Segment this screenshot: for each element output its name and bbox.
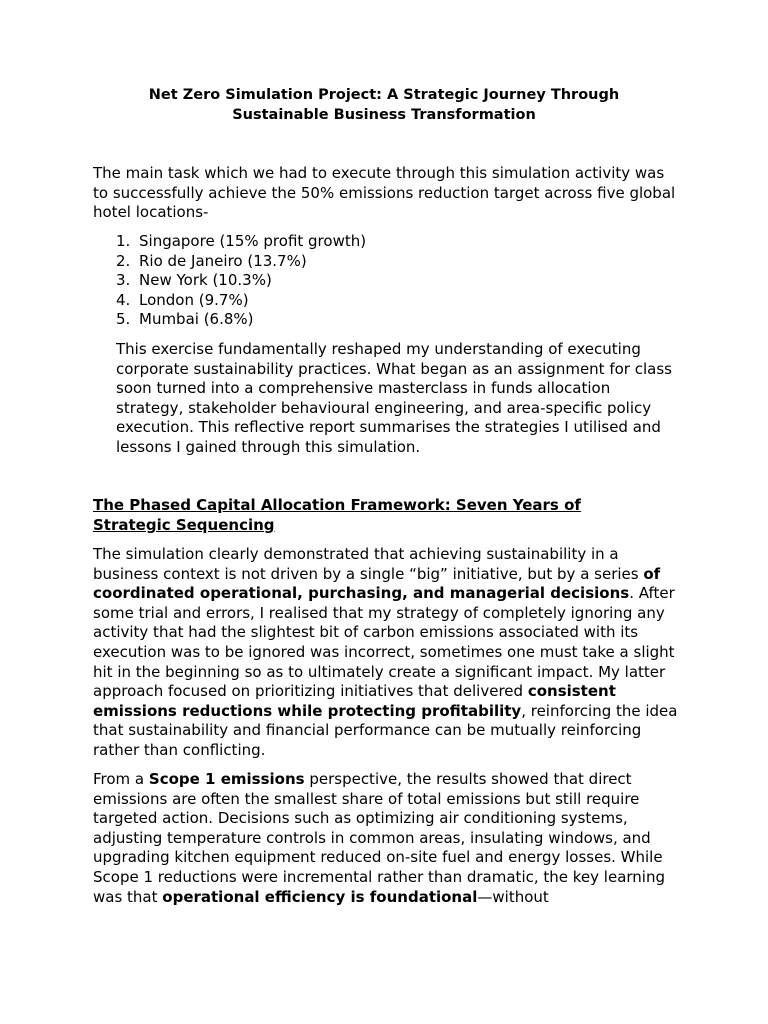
section-heading-line-2: Strategic Sequencing [93, 516, 275, 534]
scope-text-3: —without [477, 887, 549, 906]
scope-paragraph [93, 770, 683, 907]
list-item-text: Rio de Janeiro (13.7%) [139, 251, 307, 270]
list-item [116, 252, 366, 272]
list-item [116, 232, 366, 252]
title-line-1: Net Zero Simulation Project: A Strategic Journey Through [148, 87, 620, 103]
list-item [116, 291, 366, 311]
list-item-text: London (9.7%) [139, 290, 249, 309]
scope-text-2: perspective, the results showed that direct emissions are often the smallest share of total emissions but still require targeted action. Decisions such as optimizing air conditioning systems, adjusting temperature controls in common areas, insulating windows, and upgrading kitchen equipment reduced on-site fuel and energy losses. While Scope 1 reductions were incremental rather than dramatic, the key learning was that [93, 770, 665, 906]
simulation-paragraph [93, 545, 683, 761]
list-item [116, 271, 366, 291]
list-item-number: 2. [116, 251, 131, 270]
list-item-number: 4. [116, 290, 131, 309]
list-item-number: 5. [116, 310, 131, 329]
scope-text-1: From a [93, 770, 149, 788]
section-heading [93, 495, 653, 535]
document-title [93, 86, 675, 125]
title-line-2: Sustainable Business Transformation [232, 106, 536, 123]
simulation-bold-2: consistent emissions reductions while protecting profitability [93, 682, 616, 720]
simulation-text-2: . After some trial and errors, I realised that my strategy of completely ignoring any activity that had the slightest bit of carbon emissions associated with its execution was to be ignored was incorrect, sometimes one must take a slight hit in the beginning so as to ultimately create a significant impact. My latter approach focused on prioritizing initiatives that delivered [93, 584, 675, 701]
scope-bold-2: operational efficiency is foundational [162, 887, 478, 906]
simulation-text-3: , reinforcing the idea that sustainability and financial performance can be mutually reinforcing rather than conflicting. [93, 701, 678, 759]
list-item-text: New York (10.3%) [139, 271, 272, 290]
scope-bold-1: Scope 1 emissions [148, 770, 305, 788]
simulation-text-1: The simulation clearly demonstrated that achieving sustainability in a business context is not driven by a single “big” initiative, but by a series [93, 545, 644, 583]
locations-list [116, 232, 366, 330]
list-item [116, 310, 366, 330]
list-item-text: Singapore (15% profit growth) [139, 232, 367, 250]
exercise-paragraph: This exercise fundamentally reshaped my understanding of executing corporate sustainability practices. What began as an assignment for class soon turned into a comprehensive masterclass in funds allocation strategy, stakeholder behavioural engineering, and area-specific policy execution. This reflective report summarises the strategies I utilised and lessons I gained through this simulation. [116, 340, 672, 456]
list-item-number: 3. [116, 271, 131, 290]
simulation-bold-1: of coordinated operational, purchasing, and managerial decisions [93, 564, 661, 603]
intro-paragraph: The main task which we had to execute through this simulation activity was to successfully achieve the 50% emissions reduction target across five global hotel locations- [93, 164, 676, 222]
list-item-number: 1. [116, 232, 131, 250]
list-item-text: Mumbai (6.8%) [139, 310, 254, 329]
section-heading-line-1: The Phased Capital Allocation Framework: Seven Years of [93, 496, 581, 514]
